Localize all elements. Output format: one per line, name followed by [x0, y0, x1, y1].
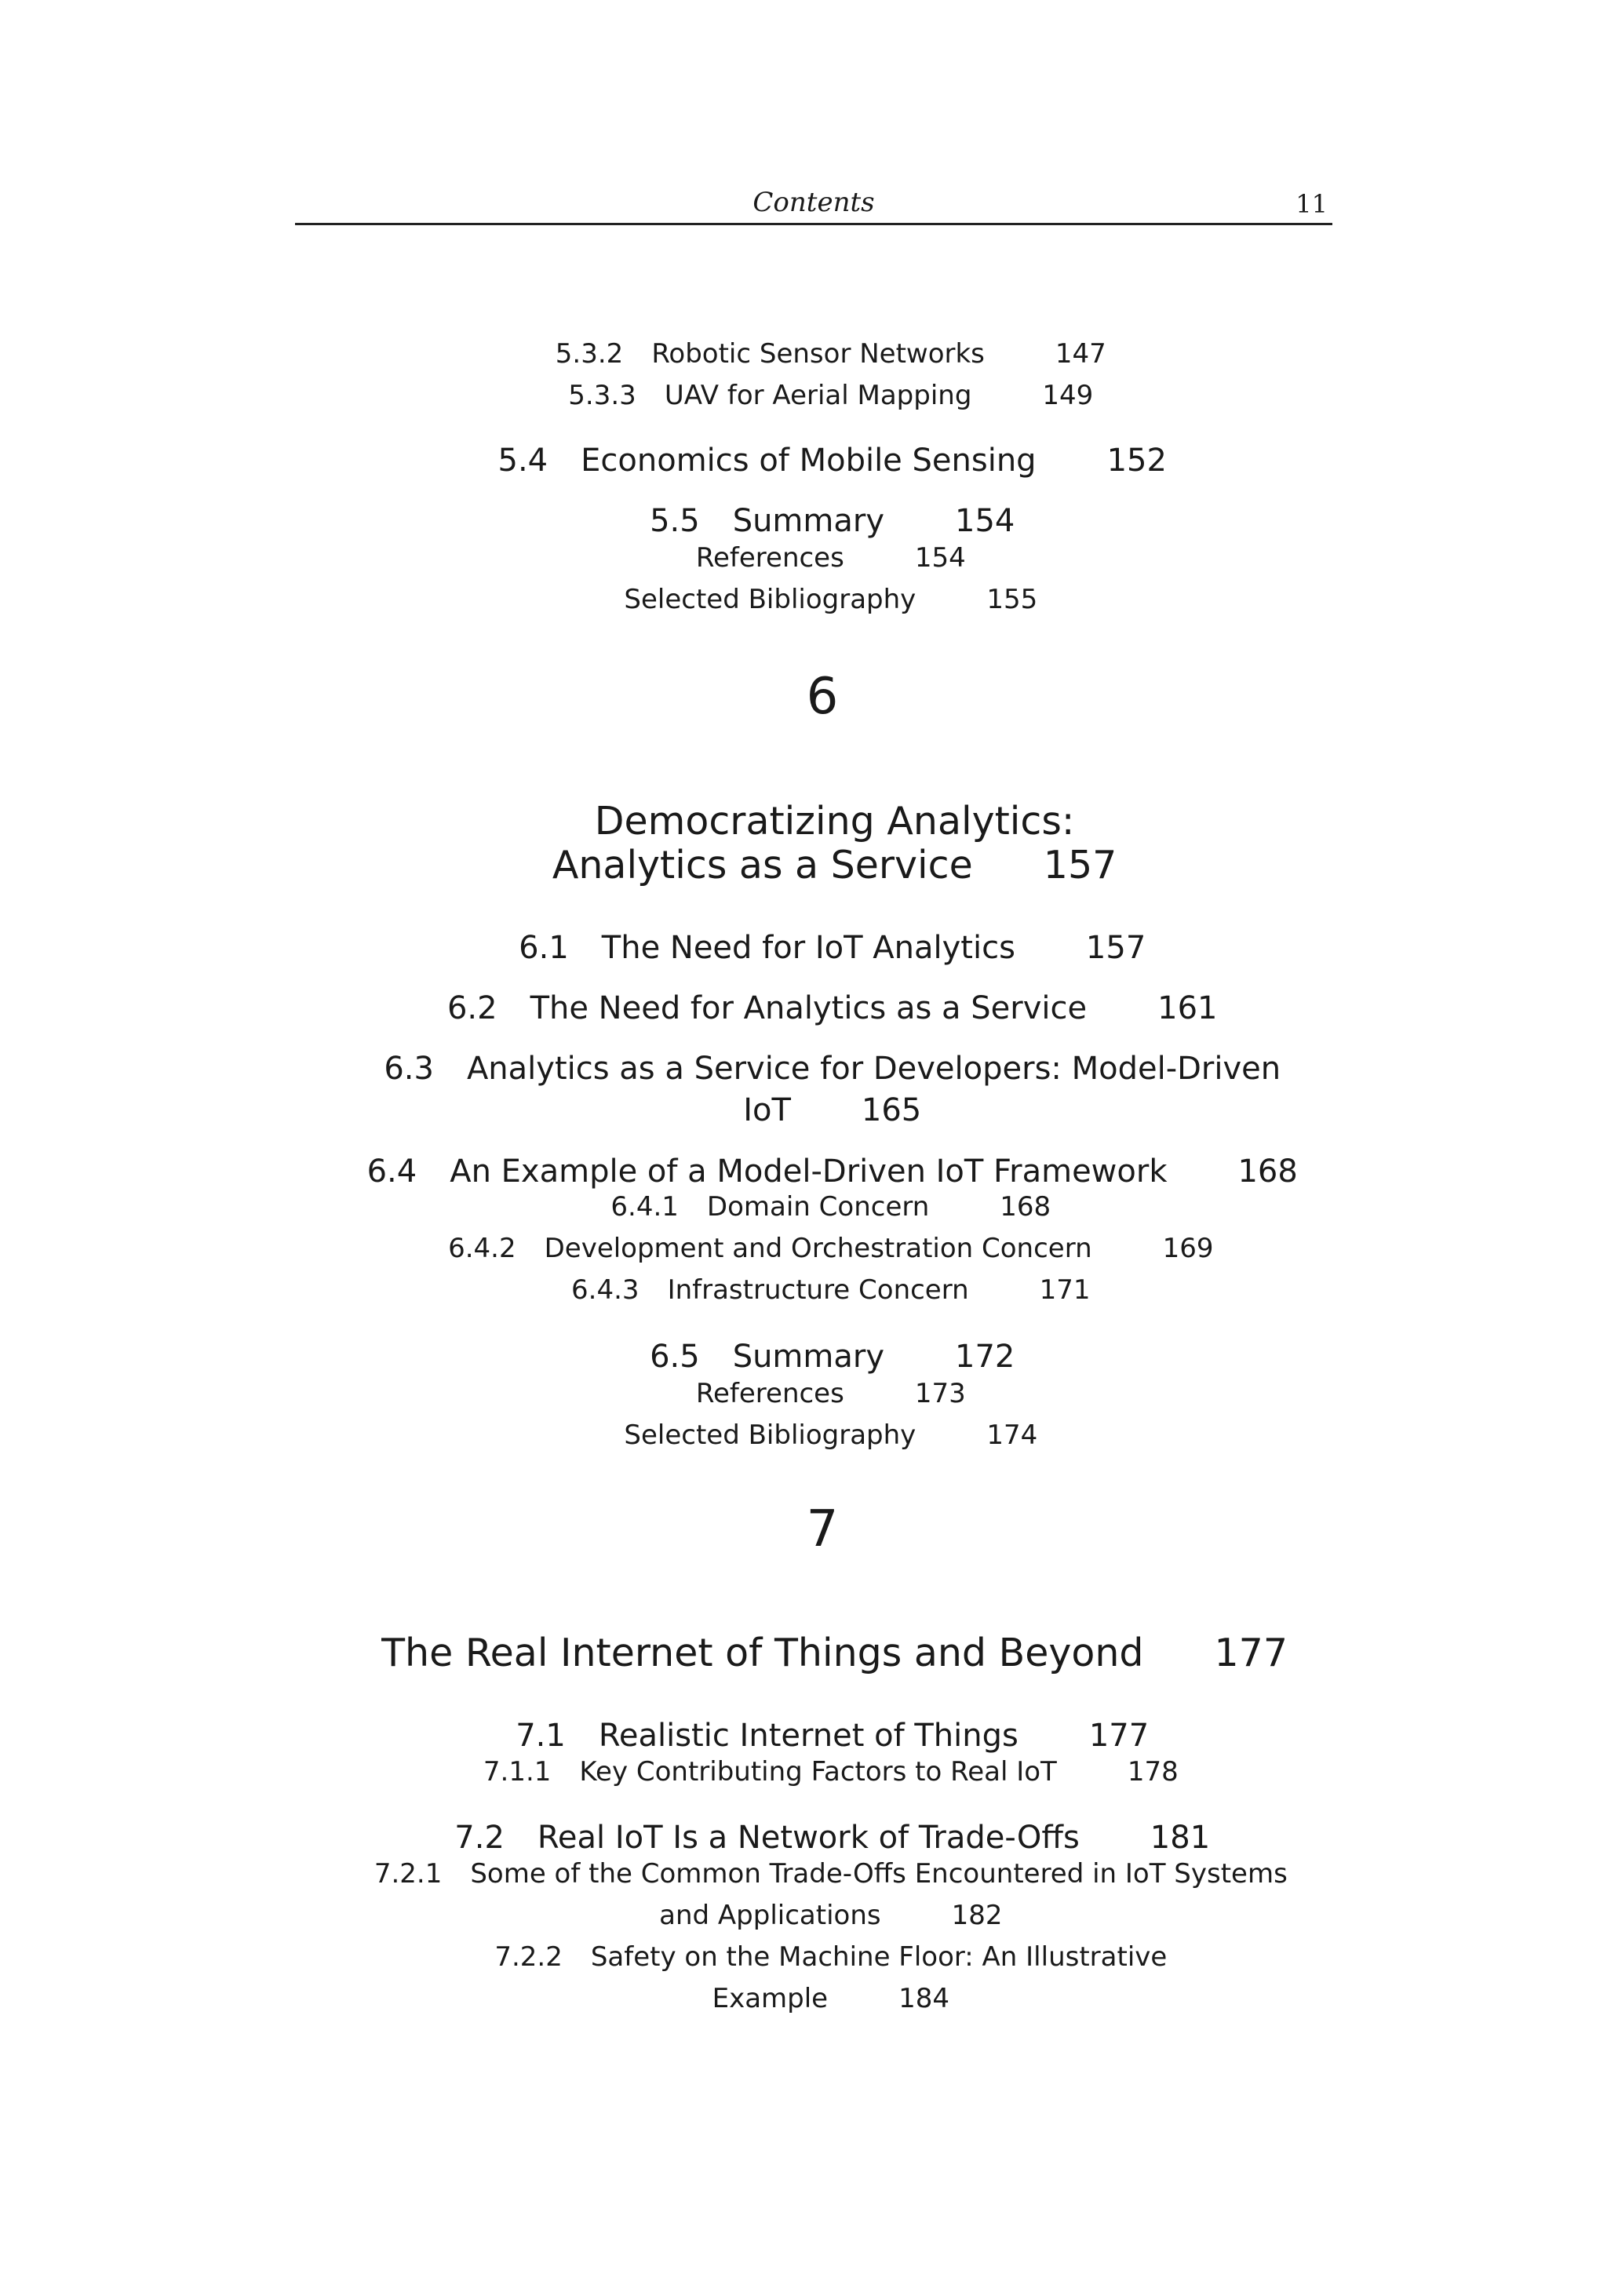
toc-entry-number: 7.2 [454, 1820, 505, 1856]
toc-entry-number: 6.4.1 [610, 1191, 679, 1223]
toc-entry-page: 171 [1039, 1274, 1091, 1306]
toc-entry-page: 165 [861, 1092, 922, 1128]
toc-entry-title: Realistic Internet of Things [598, 1718, 1018, 1754]
chapter-title: Democratizing Analytics: [594, 799, 1075, 844]
toc-entry-number: 5.3.2 [555, 338, 624, 370]
toc-entry-number: 6.2 [446, 990, 497, 1026]
toc-entry-title: Real IoT Is a Network of Trade-Offs [537, 1820, 1080, 1856]
toc-entry-7-2-2-cont[interactable] [19, 1947, 1607, 2016]
toc-entry-page: 154 [955, 503, 1015, 539]
toc-entry-page: 149 [1042, 380, 1094, 411]
toc-entry-page: 168 [1237, 1153, 1298, 1190]
toc-entry-page: 154 [914, 542, 966, 574]
toc-entry-6-4-3[interactable] [19, 1238, 1607, 1307]
toc-entry-number: 6.5 [650, 1339, 700, 1375]
toc-entry-title: References [695, 1378, 844, 1409]
toc-entry-title: UAV for Aerial Mapping [664, 380, 972, 411]
toc-entry-number: 5.3.3 [568, 380, 636, 411]
chapter-title: Analytics as a Service [552, 843, 973, 887]
chapter-title-6-line-2[interactable] [19, 797, 1607, 888]
toc-entry-title: Example [712, 1983, 829, 2014]
toc-entry-title: Domain Concern [706, 1191, 930, 1223]
toc-entry-page: 169 [1162, 1233, 1214, 1264]
toc-entry-title: Summary [732, 1339, 884, 1375]
toc-entry-page: 177 [1088, 1718, 1150, 1754]
toc-entry-page: 168 [1000, 1191, 1051, 1223]
toc-entry-page: 174 [986, 1420, 1038, 1451]
toc-entry-bibliography-6[interactable] [19, 1383, 1607, 1452]
toc-entry-title: Infrastructure Concern [667, 1274, 969, 1306]
toc-entry-number: 7.1.1 [483, 1756, 552, 1788]
toc-entry-title: Key Contributing Factors to Real IoT [579, 1756, 1057, 1788]
toc-entry-title: Economics of Mobile Sensing [581, 443, 1037, 479]
chapter-page: 157 [1043, 843, 1117, 887]
toc-entry-title: and Applications [659, 1900, 881, 1931]
toc-entry-number: 6.4.2 [448, 1233, 516, 1264]
running-header-title: Contents [752, 187, 875, 218]
toc-entry-number: 7.2.2 [494, 1941, 563, 1973]
toc-entry-page: 155 [986, 584, 1038, 615]
toc-entry-page: 172 [955, 1339, 1015, 1375]
toc-entry-page: 147 [1055, 338, 1106, 370]
toc-entry-page: 182 [951, 1900, 1003, 1931]
toc-entry-number: 6.4.3 [571, 1274, 640, 1306]
toc-entry-number: 6.4 [366, 1153, 417, 1190]
toc-entry-title: The Need for IoT Analytics [601, 930, 1015, 966]
toc-entry-number: 6.3 [384, 1051, 434, 1087]
toc-entry-title: An Example of a Model-Driven IoT Framework [450, 1153, 1168, 1190]
toc-entry-title: Development and Orchestration Concern [544, 1233, 1092, 1264]
toc-entry-page: 181 [1150, 1820, 1211, 1856]
toc-entry-number: 5.4 [497, 443, 548, 479]
toc-entry-number: 5.5 [650, 503, 700, 539]
toc-entry-title: Some of the Common Trade-Offs Encountered in IoT Systems [470, 1858, 1288, 1890]
chapter-title-7[interactable] [19, 1585, 1607, 1676]
toc-entry-page: 152 [1106, 443, 1167, 479]
toc-entry-title: References [695, 542, 844, 574]
chapter-number-7: 7 [806, 1500, 839, 1558]
toc-entry-title: IoT [743, 1092, 791, 1128]
toc-entry-title: Summary [732, 503, 884, 539]
toc-entry-page: 161 [1157, 990, 1218, 1026]
page-number: 11 [1295, 189, 1328, 219]
toc-entry-page: 173 [914, 1378, 966, 1409]
running-header [295, 179, 1332, 225]
chapter-title: The Real Internet of Things and Beyond [381, 1631, 1144, 1675]
toc-entry-number: 7.1 [516, 1718, 566, 1754]
toc-entry-bibliography-5[interactable] [19, 548, 1607, 617]
toc-entry-title: Selected Bibliography [624, 1420, 916, 1451]
chapter-page: 177 [1214, 1631, 1288, 1675]
toc-entry-title: Analytics as a Service for Developers: Model-Driven [466, 1051, 1281, 1087]
toc-entry-number: 7.2.1 [374, 1858, 443, 1890]
toc-entry-title: Safety on the Machine Floor: An Illustrative [590, 1941, 1168, 1973]
toc-entry-page: 157 [1085, 930, 1146, 966]
toc-entry-title: The Need for Analytics as a Service [530, 990, 1088, 1026]
toc-entry-page: 184 [898, 1983, 950, 2014]
toc-entry-page: 178 [1127, 1756, 1179, 1788]
toc-entry-title: Robotic Sensor Networks [651, 338, 985, 370]
toc-entry-title: Selected Bibliography [624, 584, 916, 615]
chapter-number-6: 6 [806, 668, 839, 726]
toc-entry-number: 6.1 [519, 930, 569, 966]
